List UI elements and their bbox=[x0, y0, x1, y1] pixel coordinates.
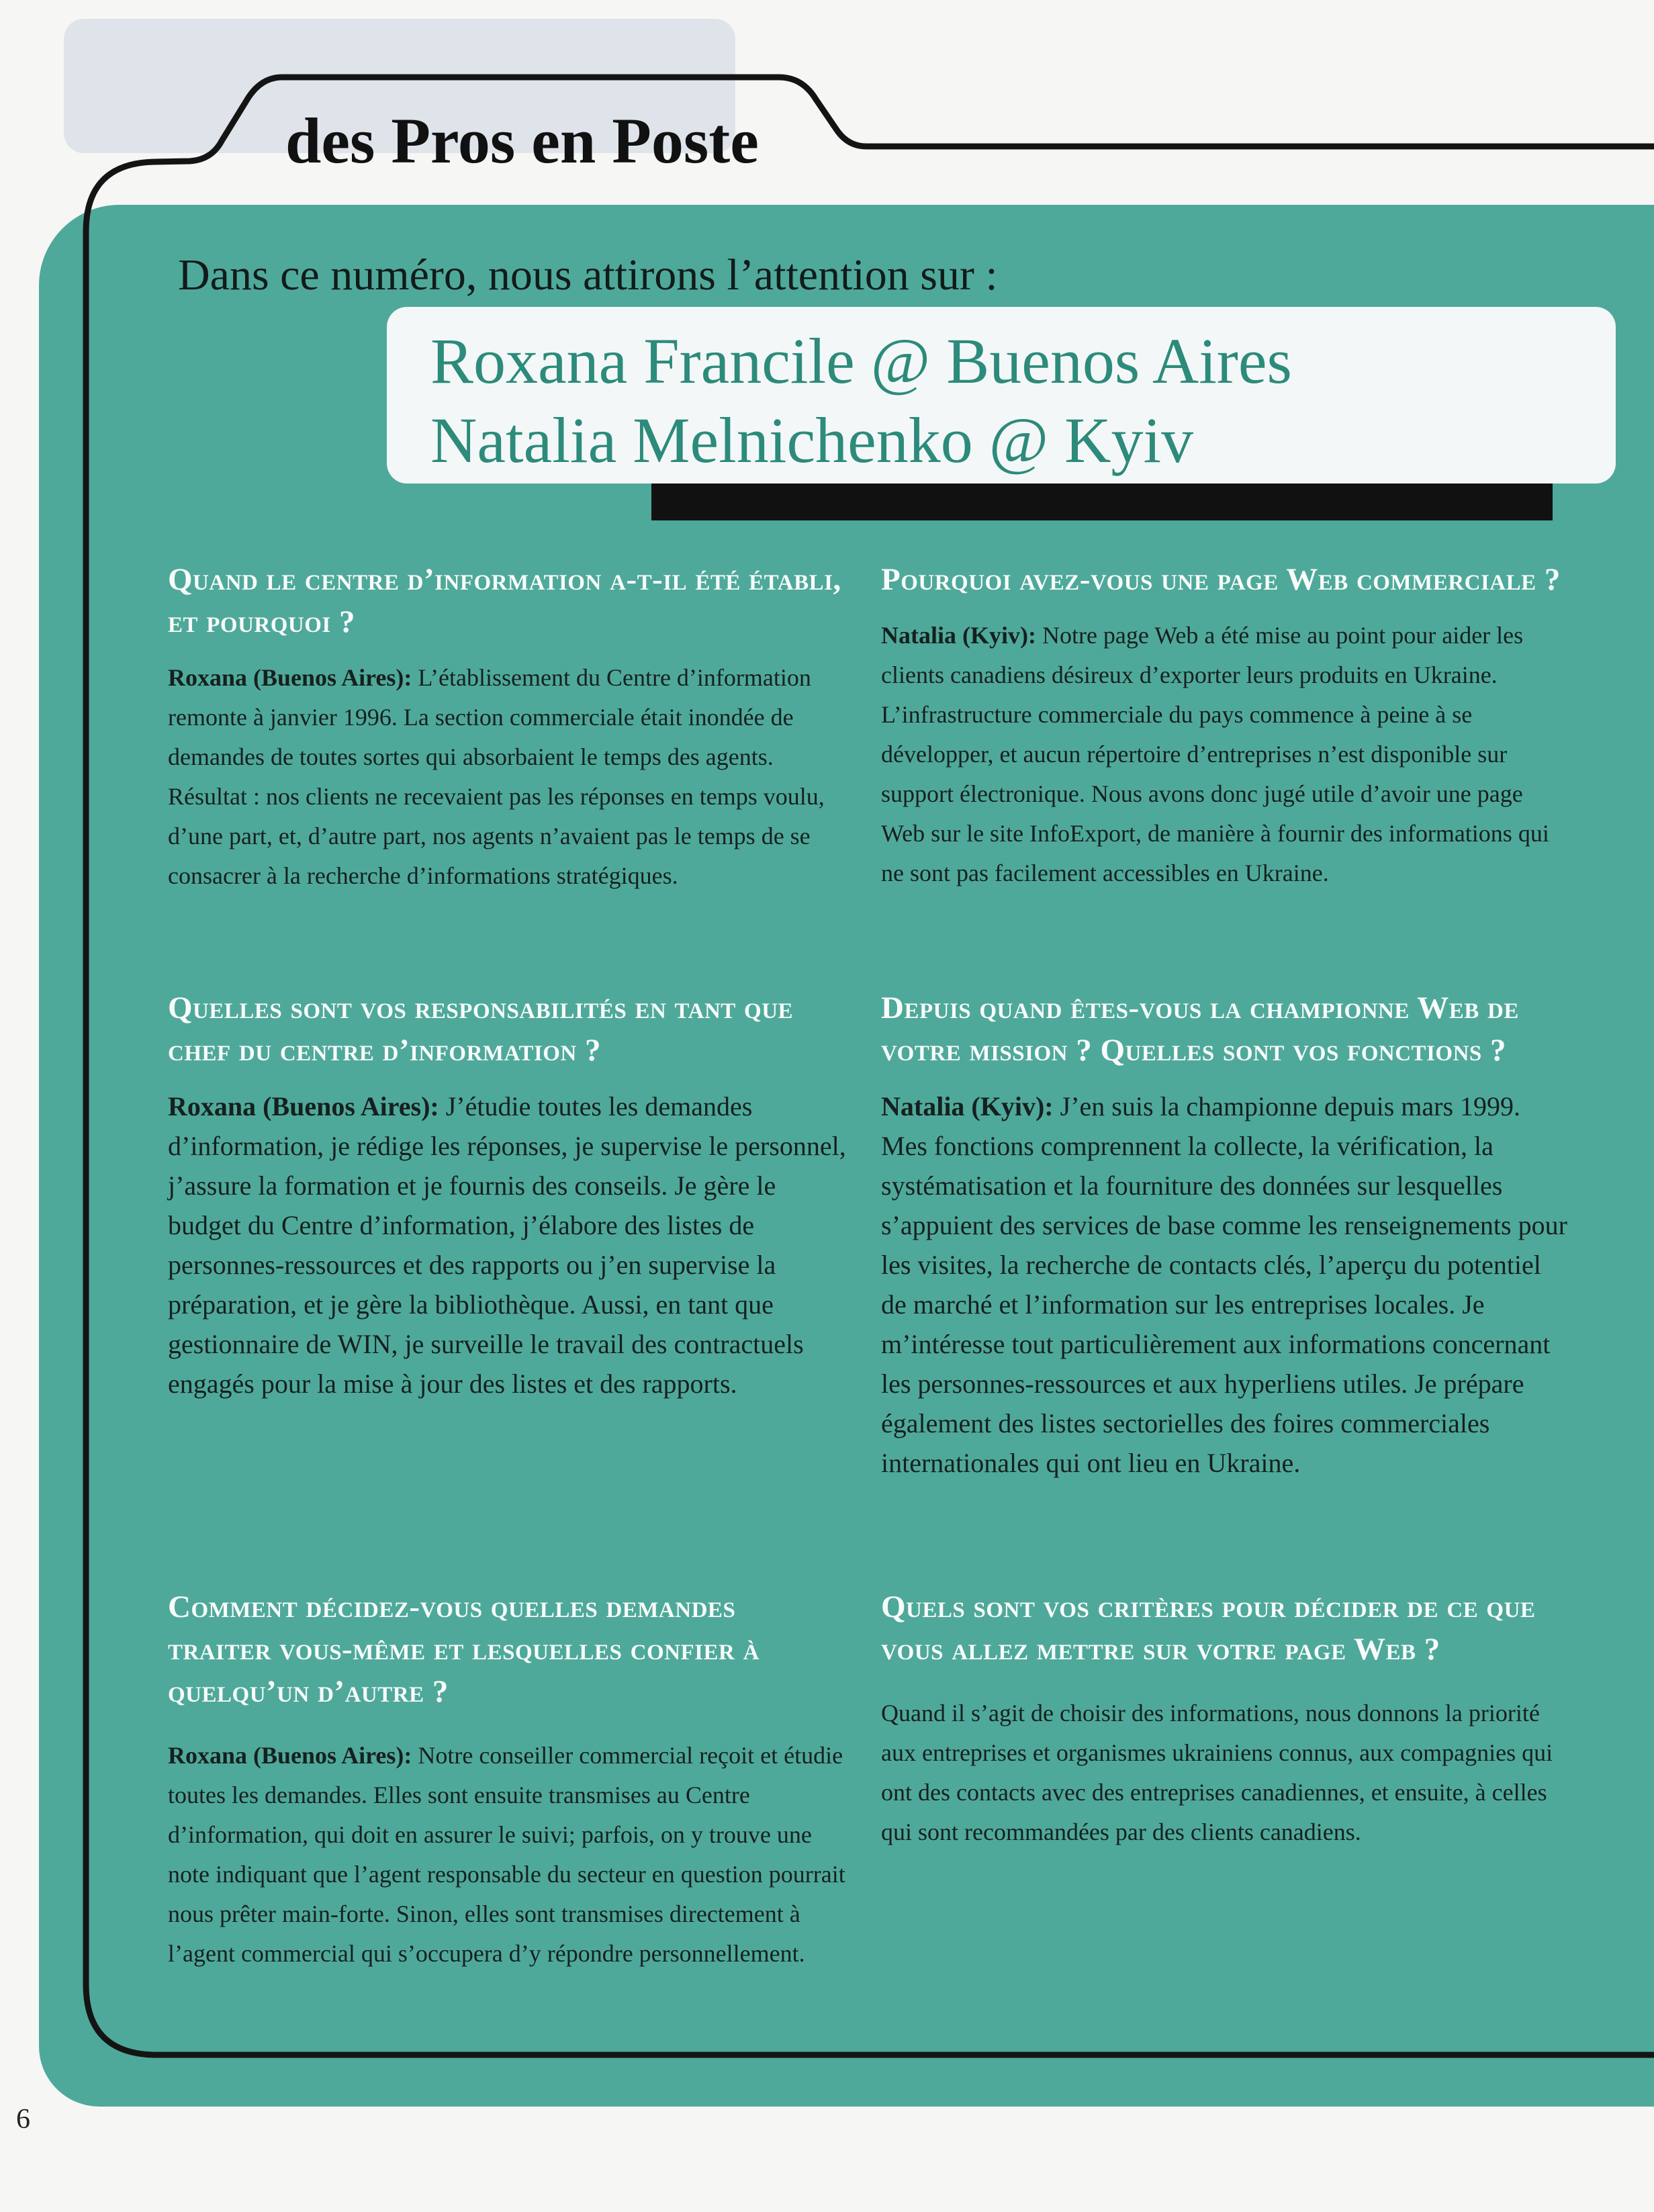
featured-name-1: Roxana Francile @ Buenos Aires bbox=[430, 325, 1292, 397]
speaker-label: Roxana (Buenos Aires): bbox=[168, 1742, 412, 1769]
answer-body: J’étudie toutes les demandes d’information, je rédige les réponses, je supervise le personnel, j’assure la formation et je fournis des conseils. Je gère le budget du Centre d’information, j’élabore des listes de personnes-ressources et des rapports ou j’en supervise la préparation, et je gère la bibliothèque. Aussi, en tant que gestionnaire de WIN, je surveille le travail des contractuels engagés pour la mise à jour des listes et des rapports. bbox=[168, 1091, 846, 1399]
qa-block-left-2 bbox=[168, 987, 846, 1403]
intro-text: Dans ce numéro, nous attirons l’attention sur : bbox=[178, 250, 998, 299]
answer-body: Quand il s’agit de choisir des informations, nous donnons la priorité aux entreprises et organismes ukrainiens connus, aux compagnies qui ont des contacts avec des entreprises canadiennes, et ensuite, à celles qui sont recommandées par des clients canadiens. bbox=[881, 1700, 1553, 1845]
qa-block-right-2 bbox=[881, 987, 1569, 1483]
answer-body: L’établissement du Centre d’information remonte à janvier 1996. La section commerciale était inondée de demandes de toutes sortes qui absorbaient le temps des agents. Résultat : nos clients ne recevaient pas les réponses en temps voulu, d’une part, et, d’autre part, nos agents n’avaient pas le temps de se consacrer à la recherche d’informations stratégiques. bbox=[168, 664, 825, 889]
answer-text bbox=[168, 1736, 846, 1974]
answer-text bbox=[168, 658, 846, 896]
page-number: 6 bbox=[16, 2104, 30, 2135]
answer-text bbox=[881, 1694, 1569, 1852]
speaker-label: Roxana (Buenos Aires): bbox=[168, 664, 412, 691]
question-heading: Pourquoi avez-vous une page Web commerciale ? bbox=[881, 562, 1561, 597]
speaker-label: Roxana (Buenos Aires): bbox=[168, 1091, 439, 1121]
answer-body: Notre conseiller commercial reçoit et étudie toutes les demandes. Elles sont ensuite transmises au Centre d’information, qui doit en assurer le suivi; parfois, on y trouve une note indiquant que l’agent responsable du secteur en question pourrait nous prêter main-forte. Sinon, elles sont transmises directement à l’agent commercial qui s’occupera d’y répondre personnellement. bbox=[168, 1742, 845, 1967]
qa-block-left-3 bbox=[168, 1586, 846, 1974]
qa-block-left-1 bbox=[168, 559, 846, 896]
featured-names-box bbox=[387, 307, 1616, 483]
qa-block-right-1 bbox=[881, 559, 1569, 893]
answer-body: Notre page Web a été mise au point pour aider les clients canadiens désireux d’exporter leurs produits en Ukraine. L’infrastructure commerciale du pays commence à peine à se développer, et aucun répertoire d’entreprises n’est disponible sur support électronique. Nous avons donc jugé utile d’avoir une page Web sur le site InfoExport, de manière à fournir des informations qui ne sont pas facilement accessibles en Ukraine. bbox=[881, 622, 1549, 886]
section-title: des Pros en Poste bbox=[285, 105, 759, 177]
speaker-label: Natalia (Kyiv): bbox=[881, 1091, 1054, 1121]
question-heading: Depuis quand êtes-vous la championne Web de votre mission ? Quelles sont vos fonctions ? bbox=[881, 990, 1519, 1068]
qa-block-right-3 bbox=[881, 1586, 1569, 1852]
answer-text bbox=[881, 616, 1569, 893]
answer-text bbox=[881, 1087, 1569, 1483]
featured-name-2: Natalia Melnichenko @ Kyiv bbox=[430, 404, 1194, 476]
question-heading: Quand le centre d’information a-t-il été établi, et pourquoi ? bbox=[168, 562, 841, 639]
speaker-label: Natalia (Kyiv): bbox=[881, 622, 1036, 649]
question-heading: Comment décidez-vous quelles demandes traiter vous-même et lesquelles confier à quelqu’un d’autre ? bbox=[168, 1589, 760, 1709]
question-heading: Quelles sont vos responsabilités en tant que chef du centre d’information ? bbox=[168, 990, 794, 1068]
answer-body: J’en suis la championne depuis mars 1999. Mes fonctions comprennent la collecte, la vérification, la systématisation et la fourniture des données sur lesquelles s’appuient des services de base comme les renseignements pour les visites, la recherche de contacts clés, l’aperçu du potentiel de marché et l’information sur les entreprises locales. Je m’intéresse tout particulièrement aux informations concernant les personnes-ressources et aux hyperliens utiles. Je prépare également des listes sectorielles des foires commerciales internationales qui ont lieu en Ukraine. bbox=[881, 1091, 1567, 1478]
question-heading: Quels sont vos critères pour décider de ce que vous allez mettre sur votre page Web ? bbox=[881, 1589, 1536, 1667]
answer-text bbox=[168, 1087, 846, 1403]
